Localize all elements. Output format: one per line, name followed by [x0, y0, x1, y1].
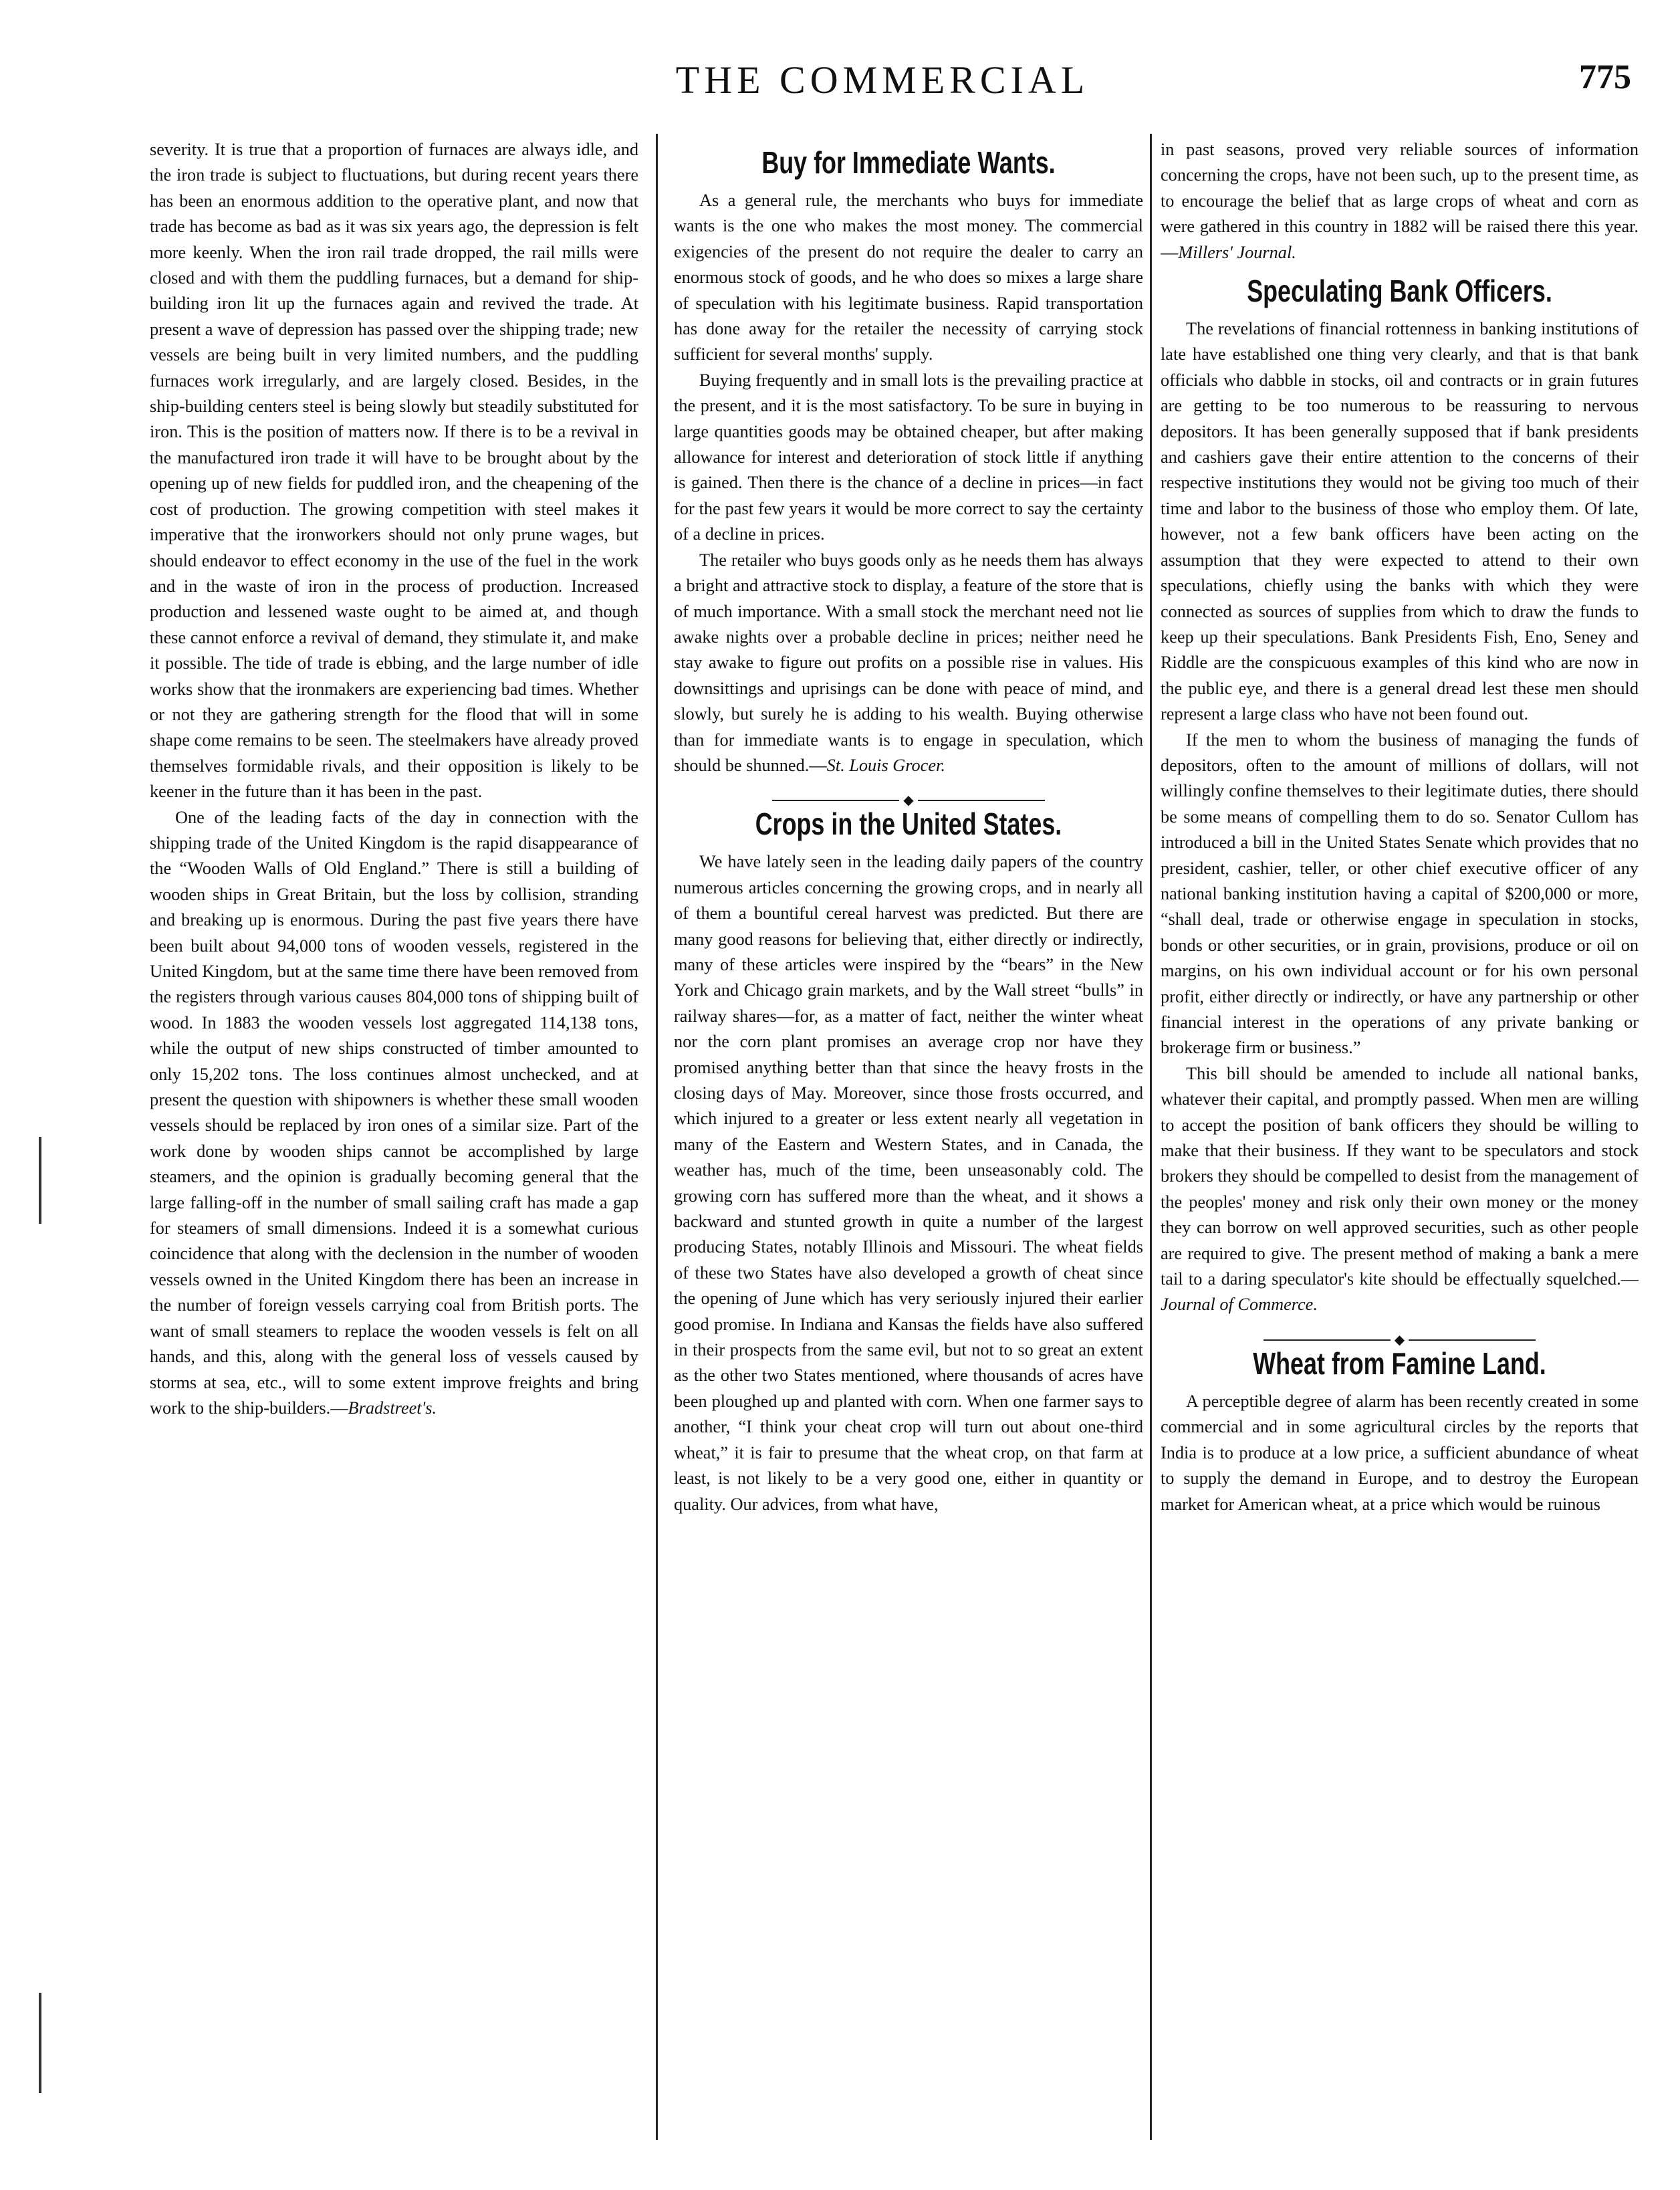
- article-separator: ◆: [1161, 1326, 1639, 1338]
- article-paragraph: [1161, 137, 1639, 265]
- article-heading: Speculating Bank Officers.: [1247, 273, 1552, 309]
- article-source: St. Louis Grocer.: [826, 755, 945, 775]
- article-heading: Wheat from Famine Land.: [1253, 1345, 1546, 1381]
- masthead: [134, 52, 1631, 112]
- paragraph-text: One of the leading facts of the day in connection with the shipping trade of the United Kingdom is the rapid disappearance of the “Wooden Walls of Old England.” There is still a building of wooden ships in Great Britain, but the loss by collision, stranding and breaking up is enormous. During the past five years there have been built about 94,000 tons of wooden vessels, registered in the United Kingdom, but at the same time there have been removed from the registers through various causes 804,000 tons of shipping built of wood. In 1883 the wooden vessels lost aggregated 114,138 tons, while the output of new ships constructed of timber amounted to only 15,202 tons. The loss continues almost unchecked, and at present the question with shipowners is whether these small wooden vessels should be replaced by iron ones of a similar size. Part of the work done by wooden ships cannot be accomplished by large steamers, and the opinion is gradually becoming general that the large falling-off in the number of small sailing craft has made a gap for steamers of small dimensions. Indeed it is a somewhat curious coincidence that along with the declension in the number of wooden vessels owned in the United Kingdom there has been an increase in the number of foreign vessels carrying coal from British ports. The want of small steamers to replace the wooden vessels is felt on all hands, and this, along with the general loss of vessels caused by storms at sea, etc., will to some extent improve freights and bring work to the ship-builders.—: [150, 807, 638, 1418]
- article-paragraph: [1161, 1061, 1639, 1318]
- article-heading: Crops in the United States.: [755, 806, 1062, 842]
- article-paragraph: If the men to whom the business of managing the funds of depositors, often to the amount of millions of dollars, will not willingly confine themselves to their legitimate duties, there should be some means of compelling them to do so. Senator Cullom has introduced a bill in the United States Senate which provides that no president, cashier, teller, or other chief executive officer of any national banking institution having a capital of $200,000 or more, “shall deal, trade or otherwise engage in speculation in stocks, bonds or other securities, or in grain, provisions, produce or oil on margins, on his own individual account or for his own personal profit, either directly or indirectly, or have any partnership or other financial interest in the operations of any private banking or brokerage firm or business.”: [1161, 730, 1639, 1058]
- column-rule: [1150, 134, 1152, 2140]
- column-1: [150, 137, 638, 2153]
- column-3: [1161, 137, 1639, 2153]
- article-paragraph: As a general rule, the merchants who buys for immediate wants is the one who makes the most money. The commercial exigencies of the present do not require the dealer to carry an enormous stock of goods, and he who does so mixes a large share of speculation with his legitimate business. Rapid transportation has done away for the retailer the necessity of carrying stock sufficient for several months' supply.: [674, 191, 1143, 364]
- article-source: Bradstreet's.: [348, 1398, 437, 1418]
- article-separator: ◆: [674, 786, 1143, 798]
- article-paragraph: A perceptible degree of alarm has been recently created in some commercial and in some agricultural circles by the reports that India is to produce at a low price, a sufficient abundance of wheat to supply the demand in Europe, and to destroy the European market for American wheat, at a price which would be ruinous: [1161, 1391, 1639, 1514]
- paragraph-text: This bill should be amended to include all national banks, whatever their capital, and promptly passed. When men are willing to accept the position of bank officers they should be willing to make that their business. If they want to be speculators and stock brokers they should be compelled to desist from the management of the peoples' money and risk only their own money or the money they can borrow on well approved securities, such as other people are required to give. The present method of making a bank a mere tail to a daring speculator's kite should be effectually squelched.—: [1161, 1063, 1639, 1289]
- article-paragraph: The revelations of financial rottenness in banking institutions of late have established one thing very clearly, and that is that bank officials who dabble in stocks, oil and contracts or in grain futures are getting to be too numerous to be reassuring to nervous depositors. It has been generally supposed that if bank presidents and cashiers gave their entire attention to the concerns of their respective institutions they would not be giving too much of their time and labor to the business of those who employ them. Of late, however, not a few bank officers have been acting on the assumption that they were expected to attend to their own speculations, chiefly using the banks with which they were connected as sources of supplies from which to draw the funds to keep up their speculations. Bank Presidents Fish, Eno, Seney and Riddle are the conspicuous examples of this kind who are now in the public eye, and there is a general dread lest these men should represent a large class who have not been found out.: [1161, 319, 1639, 724]
- article-paragraph: [674, 548, 1143, 779]
- article-heading: Buy for Immediate Wants.: [761, 145, 1056, 180]
- margin-mark: [39, 1993, 41, 2093]
- article-paragraph: Buying frequently and in small lots is the prevailing practice at the present, and it is the most satisfactory. To be sure in buying in large quantities goods may be obtained cheaper, but after making allowance for interest and deterioration of stock little if anything is gained. Then there is the chance of a decline in prices—in fact for the past few years it would be more correct to say the certainty of a decline in prices.: [674, 370, 1143, 544]
- paragraph-text: in past seasons, proved very reliable sources of information concerning the crops, have not been such, up to the present time, as to encourage the belief that as large crops of wheat and corn as were gathered in this country in 1882 will be raised there this year.—: [1161, 140, 1639, 262]
- article-source: Millers' Journal.: [1178, 242, 1296, 262]
- margin-mark: [39, 1137, 41, 1224]
- newspaper-title: THE COMMERCIAL: [675, 58, 1090, 102]
- article-paragraph: severity. It is true that a proportion of furnaces are always idle, and the iron trade is subject to fluctuations, but during recent years there has been an enormous addition to the operative plant, and now that trade has become as bad as it was six years ago, the depression is felt more keenly. When the iron rail trade dropped, the rail mills were closed and with them the puddling furnaces, but a demand for ship-building iron lit up the furnaces again and revived the trade. At present a wave of depression has passed over the shipping trade; new vessels are being built in very limited numbers, and the puddling furnaces work irregularly, and are largely closed. Besides, in the ship-building centers steel is being slowly but steadily substituted for iron. This is the position of matters now. If there is to be a revival in the manufactured iron trade it will have to be brought about by the opening up of new fields for puddled iron, and the cheapening of the cost of production. The growing competition with steel makes it imperative that the ironworkers should not only prune wages, but should endeavor to effect economy in the use of the fuel in the work and in the waste of iron in the process of production. Increased production and lessened waste ought to be aimed at, and though these cannot enforce a revival of demand, they stimulate it, and make it possible. The tide of trade is ebbing, and the large number of idle works show that the ironmakers are experiencing bad times. Whether or not they are gathering strength for the flood that will in some shape come remains to be seen. The steelmakers have already proved themselves formidable rivals, and their opposition is likely to be keener in the future than it has been in the past.: [150, 140, 638, 802]
- column-2: [674, 137, 1143, 2153]
- article-source: Journal of Commerce.: [1161, 1295, 1318, 1315]
- page-number: 775: [1579, 58, 1631, 96]
- article-paragraph: We have lately seen in the leading daily papers of the country numerous articles concerning the growing crops, and in nearly all of them a bountiful cereal harvest was predicted. But there are many good reasons for believing that, either directly or indirectly, many of these articles were inspired by the “bears” in the New York and Chicago grain markets, and by the Wall street “bulls” in railway shares—for, as a matter of fact, neither the winter wheat nor the corn plant promises an average crop nor have they promised anything better than that since the heavy frosts in the closing days of May. Moreover, since those frosts occurred, and which injured to a greater or less extent nearly all vegetation in many of the Eastern and Western States, and in Canada, the weather has, much of the time, been unseasonably cold. The growing corn has suffered more than the wheat, and it shows a backward and stunted growth in quite a number of the largest producing States, notably Illinois and Missouri. The wheat fields of these two States have also developed a growth of cheat since the opening of June which has very seriously injured their earlier good promise. In Indiana and Kansas the fields have also suffered in their prospects from the same evil, but not to so great an extent as the other two States mentioned, where thousands of acres have been ploughed up and planted with corn. When one farmer says to another, “I think your cheat crop will turn out about one-third wheat,” it is fair to presume that the wheat crop, on that farm at least, is not likely to be a very good one, either in quantity or quality. Our advices, from what have,: [674, 852, 1143, 1514]
- article-paragraph: [150, 805, 638, 1422]
- column-rule: [656, 134, 658, 2140]
- paragraph-text: The retailer who buys goods only as he needs them has always a bright and attractive stock to display, a feature of the store that is of much importance. With a small stock the merchant need not lie awake nights over a probable decline in prices; neither need he stay awake to figure out profits on a possible rise in values. His downsittings and uprisings can be done with peace of mind, and slowly, but surely he is adding to his wealth. Buying otherwise than for immediate wants is to engage in speculation, which should be shunned.—: [674, 550, 1143, 775]
